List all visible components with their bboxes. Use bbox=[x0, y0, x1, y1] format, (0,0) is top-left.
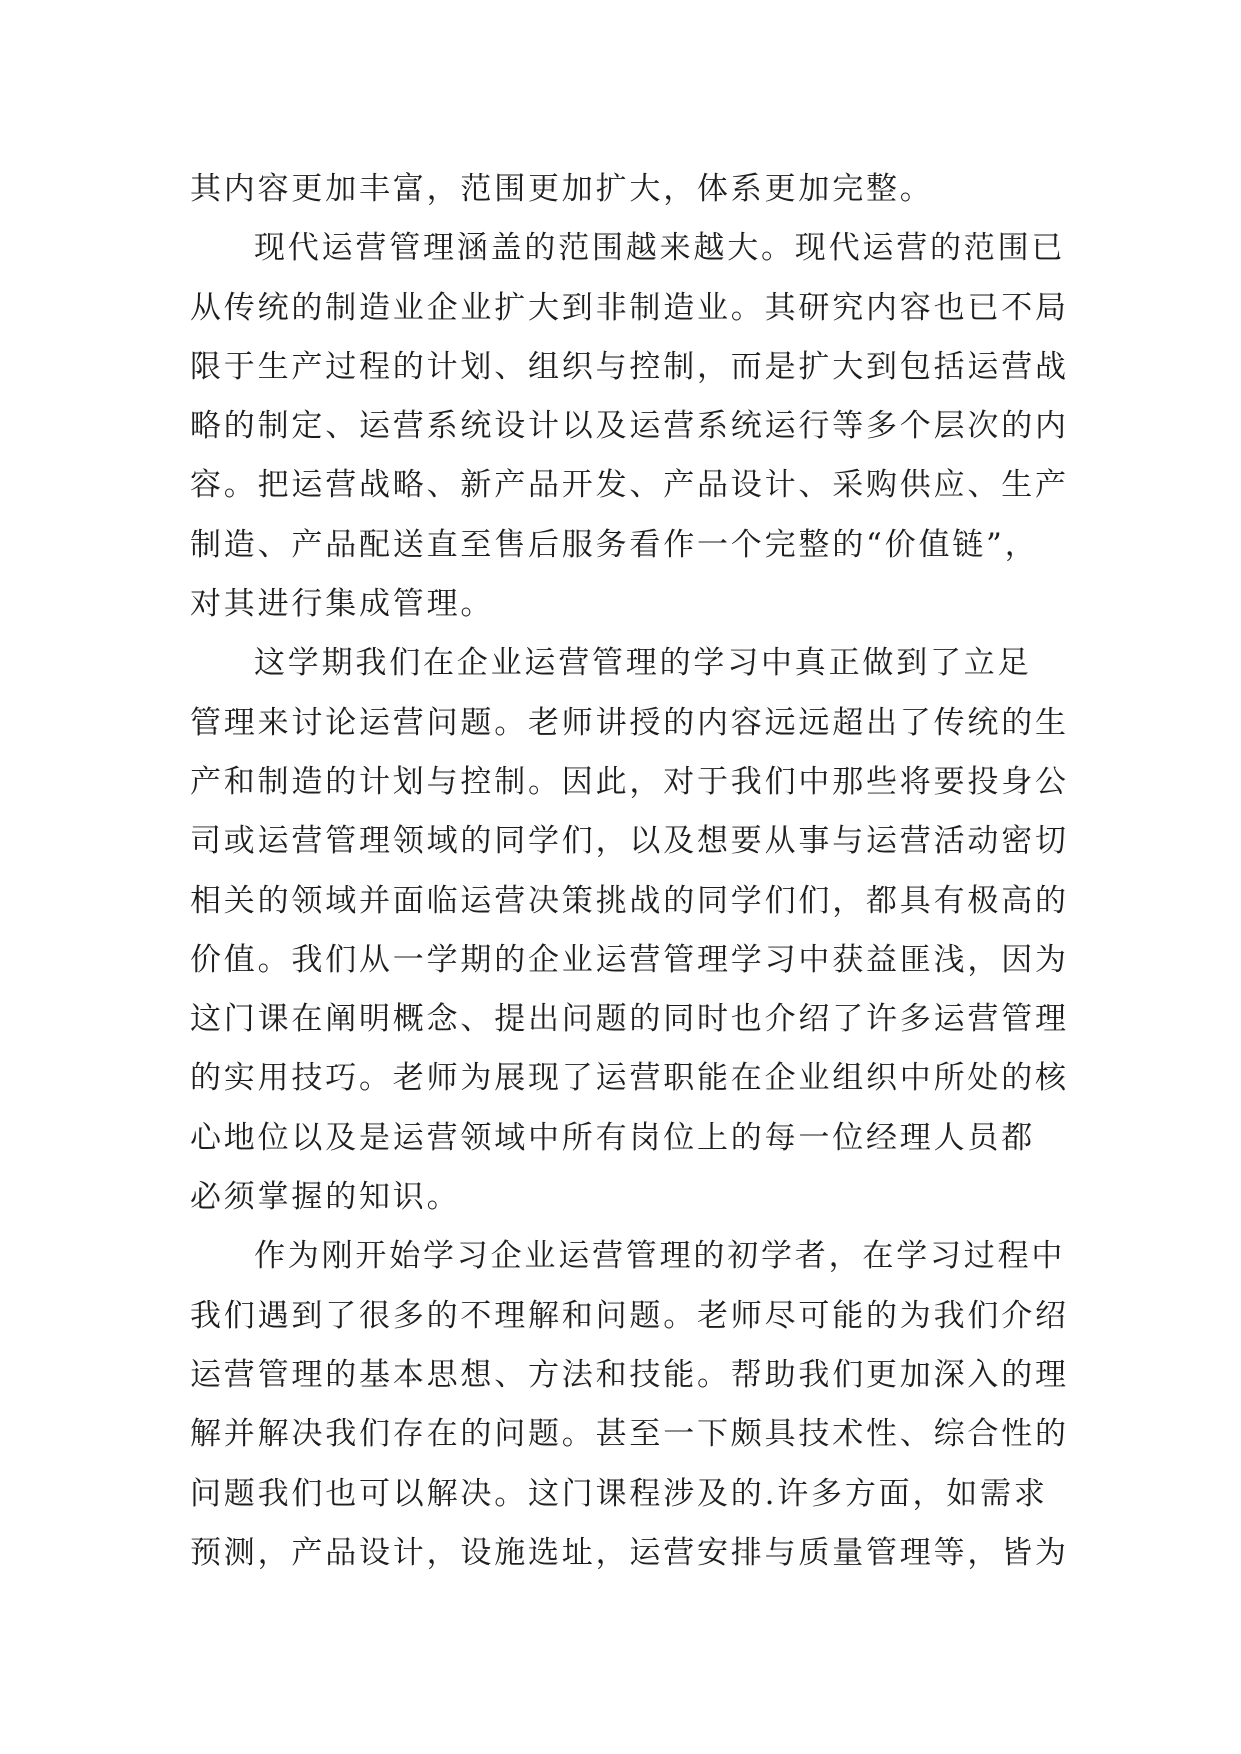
text-line: 产和制造的计划与控制。因此，对于我们中那些将要投身公 bbox=[190, 763, 1069, 800]
text-line: 预测，产品设计，设施选址，运营安排与质量管理等，皆为 bbox=[190, 1534, 1069, 1571]
text-line: 限于生产过程的计划、组织与控制，而是扩大到包括运营战 bbox=[190, 348, 1069, 385]
text-line: 作为刚开始学习企业运营管理的初学者，在学习过程中 bbox=[254, 1238, 1066, 1275]
paragraph-1 bbox=[190, 160, 1052, 219]
text-line: 解并解决我们存在的问题。甚至一下颇具技术性、综合性的 bbox=[190, 1416, 1069, 1453]
text-line: 价值。我们从一学期的企业运营管理学习中获益匪浅，因为 bbox=[190, 941, 1069, 978]
text-line: 相关的领域并面临运营决策挑战的同学们们，都具有极高的 bbox=[190, 882, 1069, 919]
text-line: 容。把运营战略、新产品开发、产品设计、采购供应、生产 bbox=[190, 467, 1069, 504]
text-line: 制造、产品配送直至售后服务看作一个完整的“价值链”， bbox=[190, 526, 1039, 563]
text-line: 管理来讨论运营问题。老师讲授的内容远远超出了传统的生 bbox=[190, 704, 1069, 741]
text-line: 问题我们也可以解决。这门课程涉及的.许多方面，如需求 bbox=[190, 1475, 1048, 1512]
text-line: 心地位以及是运营领域中所有岗位上的每一位经理人员都 bbox=[190, 1119, 1035, 1156]
text-line: 对其进行集成管理。 bbox=[190, 586, 495, 623]
text-line: 从传统的制造业企业扩大到非制造业。其研究内容也已不局 bbox=[190, 289, 1069, 326]
text-line: 必须掌握的知识。 bbox=[190, 1179, 461, 1216]
text-line: 这门课在阐明概念、提出问题的同时也介绍了许多运营管理 bbox=[190, 1001, 1069, 1038]
paragraph-2 bbox=[190, 219, 1069, 634]
text-line: 运营管理的基本思想、方法和技能。帮助我们更加深入的理 bbox=[190, 1356, 1069, 1393]
text-line: 略的制定、运营系统设计以及运营系统运行等多个层次的内 bbox=[190, 408, 1069, 445]
text-line: 其内容更加丰富，范围更加扩大，体系更加完整。 bbox=[190, 171, 934, 207]
text-line: 现代运营管理涵盖的范围越来越大。现代运营的范围已 bbox=[254, 230, 1066, 267]
paragraph-3 bbox=[190, 634, 1069, 1227]
text-line: 我们遇到了很多的不理解和问题。老师尽可能的为我们介绍 bbox=[190, 1297, 1069, 1334]
paragraph-4 bbox=[190, 1227, 1069, 1583]
text-line: 这学期我们在企业运营管理的学习中真正做到了立足 bbox=[254, 645, 1032, 682]
body-text bbox=[190, 160, 1069, 1583]
text-line: 司或运营管理领域的同学们，以及想要从事与运营活动密切 bbox=[190, 823, 1069, 860]
text-line: 的实用技巧。老师为展现了运营职能在企业组织中所处的核 bbox=[190, 1060, 1069, 1097]
